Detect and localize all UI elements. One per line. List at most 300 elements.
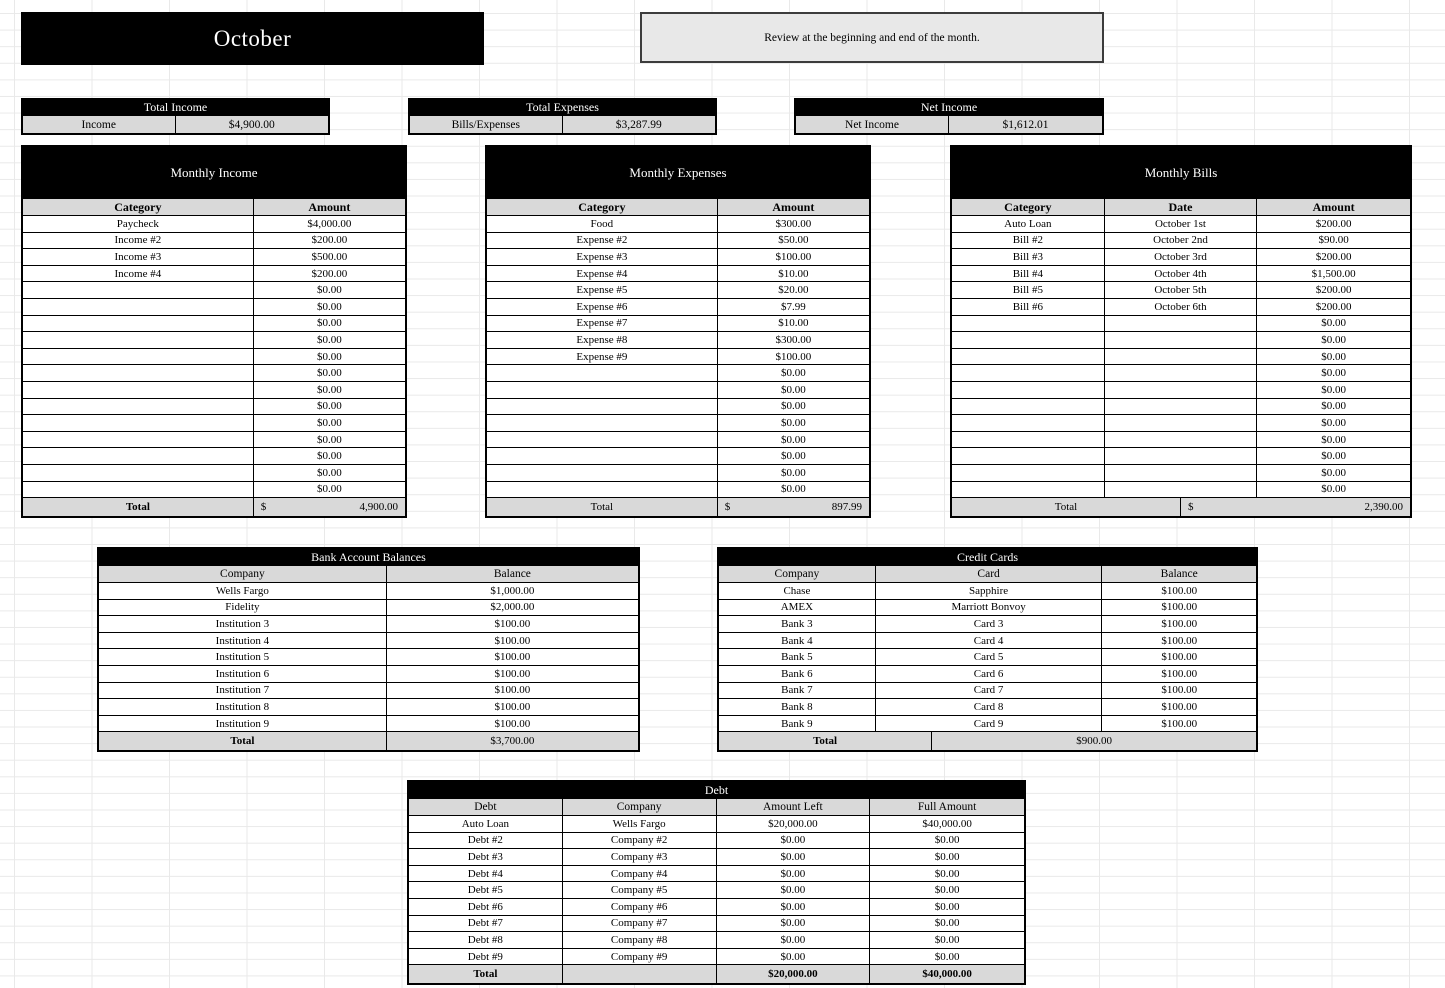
- bill-row: [952, 382, 1410, 399]
- credit-card-row: [719, 699, 1256, 716]
- balance-cell[interactable]: $100.00: [1102, 716, 1256, 733]
- category-cell[interactable]: [23, 465, 254, 482]
- category-cell[interactable]: Expense #7: [487, 316, 718, 333]
- category-cell[interactable]: [487, 399, 718, 416]
- amount-cell[interactable]: $0.00: [718, 365, 869, 382]
- monthly-income-total-row: [23, 498, 405, 516]
- debt-cell[interactable]: Debt #8: [409, 932, 563, 949]
- debt-rows: [409, 816, 1024, 965]
- bank-accounts-head: [99, 566, 638, 583]
- bill-row: [952, 415, 1410, 432]
- category-cell[interactable]: [952, 332, 1105, 349]
- company-cell[interactable]: Bank 5: [719, 649, 876, 666]
- credit-cards-table: [717, 547, 1258, 752]
- company-column-header: Company: [563, 799, 717, 816]
- company-cell[interactable]: Institution 7: [99, 683, 387, 700]
- amount-cell[interactable]: $0.00: [254, 299, 405, 316]
- balance-cell[interactable]: $1,000.00: [387, 583, 638, 600]
- income-row: [23, 216, 405, 233]
- date-cell[interactable]: [1105, 349, 1258, 366]
- net-value-cell[interactable]: $1,612.01: [949, 116, 1102, 133]
- company-cell[interactable]: Company #4: [563, 866, 717, 883]
- amount-cell[interactable]: $0.00: [254, 282, 405, 299]
- category-cell[interactable]: [952, 399, 1105, 416]
- income-row: [23, 448, 405, 465]
- amount-cell[interactable]: $500.00: [254, 249, 405, 266]
- full-amount-cell[interactable]: $0.00: [870, 866, 1024, 883]
- amount-cell[interactable]: $0.00: [1257, 465, 1410, 482]
- full-amount-column-header: Full Amount: [870, 799, 1024, 816]
- category-cell[interactable]: Bill #5: [952, 282, 1105, 299]
- bank-row: [99, 683, 638, 700]
- company-cell[interactable]: Company #5: [563, 882, 717, 899]
- bank-row: [99, 649, 638, 666]
- card-cell[interactable]: Card 6: [876, 666, 1103, 683]
- category-cell[interactable]: [23, 482, 254, 499]
- expense-row: [487, 282, 869, 299]
- currency-symbol: $: [260, 500, 267, 513]
- category-cell[interactable]: [952, 365, 1105, 382]
- balance-cell[interactable]: $100.00: [1102, 583, 1256, 600]
- amount-cell[interactable]: $0.00: [1257, 332, 1410, 349]
- debt-cell[interactable]: Debt #2: [409, 833, 563, 850]
- amount-cell[interactable]: $1,500.00: [1257, 266, 1410, 283]
- income-label-cell[interactable]: Income: [23, 116, 176, 133]
- amount-cell[interactable]: $0.00: [254, 382, 405, 399]
- income-row: [23, 482, 405, 499]
- credit-card-row: [719, 649, 1256, 666]
- bill-row: [952, 399, 1410, 416]
- date-cell[interactable]: October 2nd: [1105, 233, 1258, 250]
- total-value-cell[interactable]: [1181, 498, 1410, 516]
- card-cell[interactable]: Card 8: [876, 699, 1103, 716]
- amount-cell[interactable]: $0.00: [718, 482, 869, 499]
- amount-cell[interactable]: $200.00: [1257, 299, 1410, 316]
- amount-cell[interactable]: $4,000.00: [254, 216, 405, 233]
- category-column-header: Category: [952, 199, 1105, 216]
- company-cell[interactable]: Company #9: [563, 949, 717, 966]
- category-cell[interactable]: Bill #2: [952, 233, 1105, 250]
- amount-cell[interactable]: $0.00: [1257, 482, 1410, 499]
- card-cell[interactable]: Card 9: [876, 716, 1103, 733]
- bank-accounts-rows: [99, 583, 638, 732]
- category-cell[interactable]: Expense #5: [487, 282, 718, 299]
- date-cell[interactable]: October 1st: [1105, 216, 1258, 233]
- company-cell[interactable]: Institution 5: [99, 649, 387, 666]
- category-cell[interactable]: [23, 299, 254, 316]
- date-cell[interactable]: [1105, 432, 1258, 449]
- company-cell[interactable]: Bank 8: [719, 699, 876, 716]
- category-cell[interactable]: [952, 432, 1105, 449]
- credit-cards-head: [719, 566, 1256, 583]
- category-cell[interactable]: Expense #6: [487, 299, 718, 316]
- company-cell[interactable]: Wells Fargo: [563, 816, 717, 833]
- company-cell[interactable]: Company #6: [563, 899, 717, 916]
- debt-cell[interactable]: Debt #6: [409, 899, 563, 916]
- amount-cell[interactable]: $0.00: [254, 316, 405, 333]
- balance-cell[interactable]: $100.00: [1102, 666, 1256, 683]
- amount-cell[interactable]: $20.00: [718, 282, 869, 299]
- bill-row: [952, 432, 1410, 449]
- card-cell[interactable]: Marriott Bonvoy: [876, 600, 1103, 617]
- debt-row: [409, 882, 1024, 899]
- income-row: [23, 316, 405, 333]
- category-cell[interactable]: Bill #6: [952, 299, 1105, 316]
- category-cell[interactable]: [23, 316, 254, 333]
- category-cell[interactable]: [23, 282, 254, 299]
- monthly-bills-total-row: [952, 498, 1410, 516]
- debt-row: [409, 866, 1024, 883]
- total-full-amount-cell[interactable]: $40,000.00: [870, 965, 1024, 983]
- bill-row: [952, 448, 1410, 465]
- category-cell[interactable]: [23, 432, 254, 449]
- category-column-header: Category: [487, 199, 718, 216]
- net-label-cell[interactable]: Net Income: [796, 116, 949, 133]
- total-expenses-header: Total Expenses: [410, 100, 715, 116]
- category-cell[interactable]: [952, 415, 1105, 432]
- category-cell[interactable]: Expense #3: [487, 249, 718, 266]
- bank-row: [99, 666, 638, 683]
- date-cell[interactable]: October 3rd: [1105, 249, 1258, 266]
- category-cell[interactable]: [952, 349, 1105, 366]
- category-cell[interactable]: [23, 349, 254, 366]
- credit-card-row: [719, 616, 1256, 633]
- expenses-label-cell[interactable]: Bills/Expenses: [410, 116, 563, 133]
- card-cell[interactable]: Card 4: [876, 633, 1103, 650]
- amount-cell[interactable]: $7.99: [718, 299, 869, 316]
- company-cell[interactable]: Chase: [719, 583, 876, 600]
- company-cell[interactable]: Wells Fargo: [99, 583, 387, 600]
- total-label-cell: Total: [952, 498, 1181, 516]
- note-box: [640, 12, 1104, 63]
- category-cell[interactable]: [487, 382, 718, 399]
- amount-cell[interactable]: $0.00: [254, 332, 405, 349]
- credit-card-row: [719, 583, 1256, 600]
- balance-cell[interactable]: $2,000.00: [387, 600, 638, 617]
- monthly-bills-table: [950, 145, 1412, 518]
- date-cell[interactable]: October 6th: [1105, 299, 1258, 316]
- total-label-cell: Total: [23, 498, 254, 516]
- amount-cell[interactable]: $0.00: [1257, 382, 1410, 399]
- company-cell[interactable]: Fidelity: [99, 600, 387, 617]
- expense-row: [487, 349, 869, 366]
- amount-left-cell[interactable]: $0.00: [717, 916, 871, 933]
- category-cell[interactable]: [952, 382, 1105, 399]
- company-cell[interactable]: Bank 3: [719, 616, 876, 633]
- company-column-header: Company: [719, 566, 876, 583]
- balance-cell[interactable]: $100.00: [387, 683, 638, 700]
- amount-cell[interactable]: $100.00: [718, 249, 869, 266]
- category-cell[interactable]: Bill #3: [952, 249, 1105, 266]
- balance-cell[interactable]: $100.00: [387, 666, 638, 683]
- balance-cell[interactable]: $100.00: [1102, 699, 1256, 716]
- category-cell[interactable]: [23, 399, 254, 416]
- category-cell[interactable]: Income #4: [23, 266, 254, 283]
- monthly-expenses-table: [485, 145, 871, 518]
- amount-cell[interactable]: $0.00: [718, 382, 869, 399]
- balance-cell[interactable]: $100.00: [387, 633, 638, 650]
- date-cell[interactable]: [1105, 482, 1258, 499]
- amount-left-cell[interactable]: $0.00: [717, 882, 871, 899]
- total-value-cell[interactable]: [254, 498, 405, 516]
- balance-cell[interactable]: $100.00: [1102, 600, 1256, 617]
- income-row: [23, 399, 405, 416]
- company-column-header: Company: [99, 566, 387, 583]
- full-amount-cell[interactable]: $0.00: [870, 932, 1024, 949]
- amount-left-cell[interactable]: $0.00: [717, 866, 871, 883]
- full-amount-cell[interactable]: $0.00: [870, 899, 1024, 916]
- total-value-cell[interactable]: $900.00: [932, 732, 1256, 750]
- category-cell[interactable]: [23, 382, 254, 399]
- expense-row: [487, 233, 869, 250]
- card-column-header: Card: [876, 566, 1103, 583]
- category-cell[interactable]: [23, 365, 254, 382]
- amount-cell[interactable]: $0.00: [1257, 349, 1410, 366]
- balance-cell[interactable]: $100.00: [1102, 649, 1256, 666]
- category-cell[interactable]: [952, 316, 1105, 333]
- category-cell[interactable]: [952, 448, 1105, 465]
- full-amount-cell[interactable]: $0.00: [870, 833, 1024, 850]
- category-cell[interactable]: [23, 332, 254, 349]
- company-cell[interactable]: Bank 6: [719, 666, 876, 683]
- category-cell[interactable]: [487, 365, 718, 382]
- amount-left-cell[interactable]: $0.00: [717, 833, 871, 850]
- amount-cell[interactable]: $200.00: [254, 266, 405, 283]
- category-cell[interactable]: [952, 465, 1105, 482]
- income-row: [23, 432, 405, 449]
- category-cell[interactable]: Paycheck: [23, 216, 254, 233]
- amount-cell[interactable]: $200.00: [1257, 249, 1410, 266]
- total-value-cell[interactable]: [718, 498, 869, 516]
- amount-left-cell[interactable]: $0.00: [717, 949, 871, 966]
- amount-cell[interactable]: $0.00: [1257, 432, 1410, 449]
- amount-cell[interactable]: $0.00: [1257, 365, 1410, 382]
- expense-row: [487, 382, 869, 399]
- amount-cell[interactable]: $0.00: [254, 482, 405, 499]
- balance-cell[interactable]: $100.00: [1102, 633, 1256, 650]
- amount-cell[interactable]: $0.00: [1257, 316, 1410, 333]
- total-label-cell: Total: [409, 965, 563, 983]
- amount-cell[interactable]: $0.00: [254, 415, 405, 432]
- debt-row: [409, 949, 1024, 966]
- amount-cell[interactable]: $10.00: [718, 266, 869, 283]
- debt-banner: Debt: [409, 782, 1024, 799]
- category-cell[interactable]: [487, 465, 718, 482]
- date-cell[interactable]: [1105, 399, 1258, 416]
- credit-card-row: [719, 600, 1256, 617]
- bank-row: [99, 633, 638, 650]
- balance-cell[interactable]: $100.00: [387, 699, 638, 716]
- date-cell[interactable]: [1105, 382, 1258, 399]
- expense-row: [487, 266, 869, 283]
- category-cell[interactable]: Expense #8: [487, 332, 718, 349]
- balance-column-header: Balance: [387, 566, 638, 583]
- category-cell[interactable]: [952, 482, 1105, 499]
- bill-row: [952, 332, 1410, 349]
- total-value-cell[interactable]: $3,700.00: [387, 732, 638, 750]
- balance-cell[interactable]: $100.00: [387, 649, 638, 666]
- company-cell[interactable]: Bank 4: [719, 633, 876, 650]
- total-label-cell: Total: [487, 498, 718, 516]
- balance-cell[interactable]: $100.00: [1102, 683, 1256, 700]
- company-cell[interactable]: Bank 9: [719, 716, 876, 733]
- balance-cell[interactable]: $100.00: [1102, 616, 1256, 633]
- amount-cell[interactable]: $200.00: [1257, 282, 1410, 299]
- amount-left-cell[interactable]: $0.00: [717, 932, 871, 949]
- date-cell[interactable]: [1105, 365, 1258, 382]
- company-cell[interactable]: Bank 7: [719, 683, 876, 700]
- amount-cell[interactable]: $0.00: [254, 432, 405, 449]
- debt-cell[interactable]: Debt #5: [409, 882, 563, 899]
- bill-row: [952, 216, 1410, 233]
- category-cell[interactable]: Expense #4: [487, 266, 718, 283]
- amount-cell[interactable]: $0.00: [254, 465, 405, 482]
- date-cell[interactable]: October 4th: [1105, 266, 1258, 283]
- full-amount-cell[interactable]: $0.00: [870, 949, 1024, 966]
- month-banner: [21, 12, 484, 65]
- debt-cell[interactable]: Debt #3: [409, 849, 563, 866]
- full-amount-cell[interactable]: $40,000.00: [870, 816, 1024, 833]
- amount-cell[interactable]: $0.00: [254, 349, 405, 366]
- category-cell[interactable]: [487, 482, 718, 499]
- total-expenses-table: [408, 98, 717, 135]
- balance-cell[interactable]: $100.00: [387, 616, 638, 633]
- debt-cell[interactable]: Debt #4: [409, 866, 563, 883]
- net-income-header: Net Income: [796, 100, 1102, 116]
- net-income-row: [796, 116, 1102, 133]
- amount-cell[interactable]: $0.00: [718, 415, 869, 432]
- bill-row: [952, 316, 1410, 333]
- income-value-cell[interactable]: $4,900.00: [176, 116, 329, 133]
- category-cell[interactable]: Expense #9: [487, 349, 718, 366]
- amount-cell[interactable]: $300.00: [718, 332, 869, 349]
- income-row: [23, 282, 405, 299]
- company-cell[interactable]: Institution 9: [99, 716, 387, 733]
- amount-cell[interactable]: $0.00: [254, 399, 405, 416]
- monthly-income-head: [23, 199, 405, 216]
- credit-cards-total-row: [719, 732, 1256, 750]
- category-cell[interactable]: [487, 432, 718, 449]
- category-cell[interactable]: Auto Loan: [952, 216, 1105, 233]
- expense-row: [487, 448, 869, 465]
- company-cell[interactable]: AMEX: [719, 600, 876, 617]
- amount-left-cell[interactable]: $0.00: [717, 849, 871, 866]
- company-cell[interactable]: Institution 4: [99, 633, 387, 650]
- expenses-value-cell[interactable]: $3,287.99: [563, 116, 716, 133]
- debt-cell[interactable]: Auto Loan: [409, 816, 563, 833]
- bill-row: [952, 349, 1410, 366]
- total-amount: 897.99: [831, 500, 862, 513]
- amount-left-cell[interactable]: $0.00: [717, 899, 871, 916]
- total-company-cell[interactable]: [563, 965, 717, 983]
- currency-symbol: $: [1188, 500, 1194, 513]
- expense-row: [487, 432, 869, 449]
- monthly-bills-rows: [952, 216, 1410, 498]
- category-cell[interactable]: Expense #2: [487, 233, 718, 250]
- bank-accounts-table: [97, 547, 640, 752]
- amount-cell[interactable]: $0.00: [1257, 448, 1410, 465]
- date-cell[interactable]: October 5th: [1105, 282, 1258, 299]
- date-cell[interactable]: [1105, 332, 1258, 349]
- debt-row: [409, 899, 1024, 916]
- company-cell[interactable]: Institution 8: [99, 699, 387, 716]
- note-text: Review at the beginning and end of the month.: [764, 31, 980, 44]
- amount-cell[interactable]: $50.00: [718, 233, 869, 250]
- amount-cell[interactable]: $0.00: [254, 448, 405, 465]
- bill-row: [952, 233, 1410, 250]
- total-income-header: Total Income: [23, 100, 328, 116]
- card-cell[interactable]: Card 5: [876, 649, 1103, 666]
- credit-card-row: [719, 683, 1256, 700]
- card-cell[interactable]: Sapphire: [876, 583, 1103, 600]
- amount-cell[interactable]: $0.00: [1257, 399, 1410, 416]
- amount-left-cell[interactable]: $20,000.00: [717, 816, 871, 833]
- amount-cell[interactable]: $0.00: [718, 448, 869, 465]
- total-amount: 4,900.00: [359, 500, 398, 513]
- debt-cell[interactable]: Debt #7: [409, 916, 563, 933]
- amount-cell[interactable]: $100.00: [718, 349, 869, 366]
- amount-cell[interactable]: $200.00: [1257, 216, 1410, 233]
- date-cell[interactable]: [1105, 448, 1258, 465]
- amount-cell[interactable]: $0.00: [718, 399, 869, 416]
- card-cell[interactable]: Card 7: [876, 683, 1103, 700]
- amount-cell[interactable]: $90.00: [1257, 233, 1410, 250]
- monthly-income-table: [21, 145, 407, 518]
- bill-row: [952, 482, 1410, 499]
- bank-row: [99, 583, 638, 600]
- amount-cell[interactable]: $0.00: [1257, 415, 1410, 432]
- amount-cell[interactable]: $300.00: [718, 216, 869, 233]
- monthly-income-rows: [23, 216, 405, 498]
- balance-cell[interactable]: $100.00: [387, 716, 638, 733]
- category-cell[interactable]: Income #3: [23, 249, 254, 266]
- amount-cell[interactable]: $0.00: [254, 365, 405, 382]
- expense-row: [487, 415, 869, 432]
- full-amount-cell[interactable]: $0.00: [870, 849, 1024, 866]
- total-income-row: [23, 116, 328, 133]
- category-cell[interactable]: [487, 448, 718, 465]
- amount-cell[interactable]: $200.00: [254, 233, 405, 250]
- debt-cell[interactable]: Debt #9: [409, 949, 563, 966]
- category-cell[interactable]: Bill #4: [952, 266, 1105, 283]
- date-cell[interactable]: [1105, 465, 1258, 482]
- category-cell[interactable]: [487, 415, 718, 432]
- company-cell[interactable]: Institution 3: [99, 616, 387, 633]
- company-cell[interactable]: Company #3: [563, 849, 717, 866]
- company-cell[interactable]: Company #7: [563, 916, 717, 933]
- category-cell[interactable]: [23, 448, 254, 465]
- category-cell[interactable]: Income #2: [23, 233, 254, 250]
- company-cell[interactable]: Institution 6: [99, 666, 387, 683]
- category-cell[interactable]: [23, 415, 254, 432]
- debt-head: [409, 799, 1024, 816]
- amount-cell[interactable]: $10.00: [718, 316, 869, 333]
- full-amount-cell[interactable]: $0.00: [870, 916, 1024, 933]
- category-cell[interactable]: Food: [487, 216, 718, 233]
- card-cell[interactable]: Card 3: [876, 616, 1103, 633]
- date-cell[interactable]: [1105, 316, 1258, 333]
- total-amount-left-cell[interactable]: $20,000.00: [717, 965, 871, 983]
- company-cell[interactable]: Company #8: [563, 932, 717, 949]
- amount-cell[interactable]: $0.00: [718, 432, 869, 449]
- bank-row: [99, 616, 638, 633]
- full-amount-cell[interactable]: $0.00: [870, 882, 1024, 899]
- amount-cell[interactable]: $0.00: [718, 465, 869, 482]
- balance-column-header: Balance: [1102, 566, 1256, 583]
- date-cell[interactable]: [1105, 415, 1258, 432]
- monthly-expenses-banner: Monthly Expenses: [487, 147, 869, 199]
- company-cell[interactable]: Company #2: [563, 833, 717, 850]
